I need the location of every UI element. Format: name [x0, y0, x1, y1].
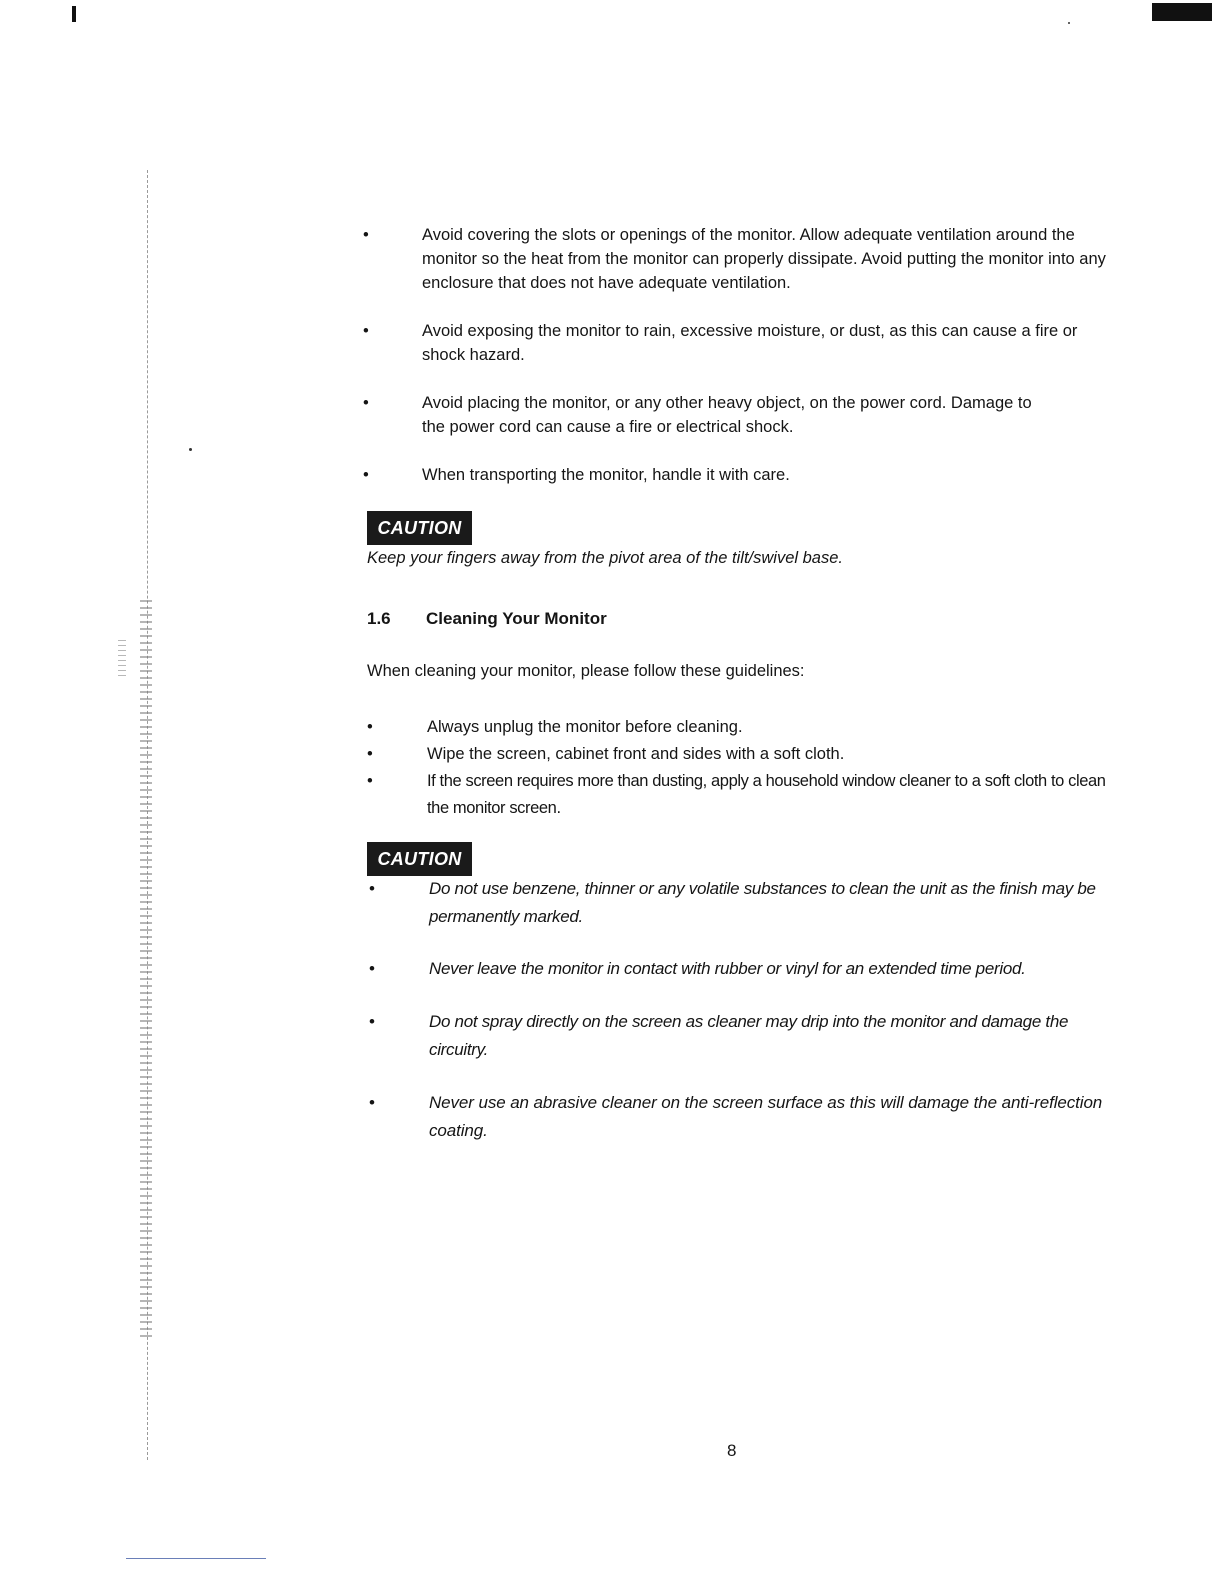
safety-item: [363, 463, 1123, 487]
scan-mark-top-right: [1152, 3, 1212, 21]
scan-speck: [1068, 22, 1070, 24]
bullet: •: [367, 772, 373, 790]
bullet: •: [363, 466, 369, 484]
caution-item-text: Do not use benzene, thinner or any volatile substances to clean the unit as the finish may be permanently marked.: [429, 879, 1096, 926]
safety-item: [363, 223, 1123, 295]
safety-item-text: Avoid covering the slots or openings of the monitor. Allow adequate ventilation around the monitor so the heat from the monitor can properly dissipate. Avoid putting the monitor into any enclosure that does not have adequate ventilation.: [422, 226, 1106, 292]
safety-item: [363, 319, 1123, 367]
page-number: 8: [727, 1441, 737, 1460]
bullet: •: [367, 718, 373, 736]
bullet: •: [367, 745, 373, 763]
bullet: •: [369, 959, 375, 978]
caution-item-text: Do not spray directly on the screen as cleaner may drip into the monitor and damage the circuitry.: [429, 1012, 1069, 1059]
caution-item-text: Never use an abrasive cleaner on the screen surface as this will damage the anti-reflection coating.: [429, 1093, 1103, 1140]
guideline-item: [367, 714, 1107, 741]
binding-edge-noise: [140, 600, 152, 1340]
safety-item-text: Avoid placing the monitor, or any other heavy object, on the power cord. Damage to the power cord can cause a fire or electrical shock.: [422, 394, 1032, 436]
guideline-item: [367, 768, 1107, 822]
bottom-edge-rule: [126, 1558, 266, 1559]
section-heading: [367, 609, 607, 629]
caution-item: [367, 1089, 1109, 1145]
bullet: •: [363, 394, 369, 412]
safety-item-text: Avoid exposing the monitor to rain, excessive moisture, or dust, as this can cause a fire or shock hazard.: [422, 322, 1078, 364]
bullet: •: [363, 226, 369, 244]
bullet: •: [363, 322, 369, 340]
safety-item: [363, 391, 1123, 439]
binding-edge-noise-left: [118, 640, 126, 680]
bullet: •: [369, 1093, 375, 1112]
guideline-text: If the screen requires more than dusting, apply a household window cleaner to a soft cloth to clean the monitor screen.: [427, 772, 1106, 817]
caution-item: [367, 1008, 1109, 1064]
caution-item: [367, 955, 1109, 983]
bullet: •: [369, 879, 375, 898]
bullet: •: [369, 1012, 375, 1031]
caution-text: Keep your fingers away from the pivot area of the tilt/swivel base.: [367, 549, 843, 567]
safety-item-text: When transporting the monitor, handle it with care.: [422, 466, 790, 484]
guideline-text: Wipe the screen, cabinet front and sides with a soft cloth.: [427, 745, 845, 763]
scan-mark-top-left: [72, 6, 76, 22]
guideline-item: [367, 741, 1107, 768]
section-number: 1.6: [367, 609, 391, 628]
scan-speck: [189, 448, 192, 451]
intro-paragraph: When cleaning your monitor, please follow these guidelines:: [367, 662, 805, 680]
caution-badge: CAUTION: [367, 842, 472, 876]
guideline-text: Always unplug the monitor before cleaning.: [427, 718, 743, 736]
section-title: Cleaning Your Monitor: [426, 609, 607, 628]
caution-item: [367, 875, 1109, 931]
caution-badge: CAUTION: [367, 511, 472, 545]
caution-item-text: Never leave the monitor in contact with rubber or vinyl for an extended time period.: [429, 959, 1026, 978]
